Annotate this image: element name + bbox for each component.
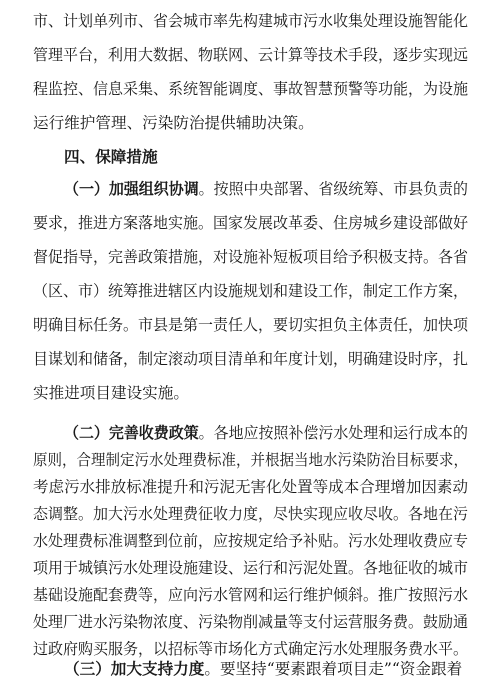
body-text-line xyxy=(0,346,499,372)
text-span: 水处理费标准调整到位前，应按规定给予补贴。污水处理收费应专 xyxy=(33,532,468,550)
body-text-line xyxy=(0,609,499,635)
text-span: 目谋划和储备，制定滚动项目清单和年度计划，明确建设时序，扎 xyxy=(33,350,468,368)
body-text-line xyxy=(0,8,499,34)
paragraph-label: （一）加强组织协调 xyxy=(64,180,199,198)
text-span: 。按照中央部署、省级统筹、市县负责的 xyxy=(198,180,468,198)
text-span: 要求，推进方案落地实施。国家发展改革委、住房城乡建设部做好 xyxy=(33,214,468,232)
body-text-line xyxy=(0,278,499,304)
text-span: 。各地应按照补偿污水处理和运行成本的 xyxy=(198,424,468,442)
paragraph-first-line xyxy=(0,176,499,202)
text-span: 处理厂进水污染物浓度、污染物削减量等支付运营服务费。鼓励通 xyxy=(33,613,468,631)
body-text-line xyxy=(0,312,499,338)
text-span: 明确目标任务。市县是第一责任人，要切实担负主体责任，加快项 xyxy=(33,316,468,334)
text-span: 基础设施配套费等，应向污水管网和运行维护倾斜。推广按照污水 xyxy=(33,586,468,604)
text-span xyxy=(64,656,462,682)
body-text-line xyxy=(0,42,499,68)
section-heading xyxy=(0,144,499,170)
body-text-line xyxy=(0,555,499,581)
body-text-line xyxy=(0,380,499,406)
body-text-line xyxy=(0,528,499,554)
text-span: 实推进项目建设实施。 xyxy=(33,384,189,402)
text-span xyxy=(64,176,468,202)
paragraph-first-line xyxy=(0,420,499,446)
paragraph-label: （二）完善收费政策 xyxy=(64,424,199,442)
body-text-line xyxy=(0,110,499,136)
text-span: 原则，合理制定污水处理费标准，并根据当地水污染防治目标要求， xyxy=(33,451,468,469)
text-span: 考虑污水排放标准提升和污泥无害化处置等成本合理增加因素动 xyxy=(33,478,468,496)
paragraph-first-line xyxy=(0,656,499,682)
text-span: 。要坚持“要素跟着项目走”“资金跟着 xyxy=(204,660,463,678)
text-span: 管理平台，利用大数据、物联网、云计算等技术手段，逐步实现远 xyxy=(33,46,468,64)
text-span: 督促指导，完善政策措施，对设施补短板项目给予积极支持。各省 xyxy=(33,248,468,266)
text-span: 态调整。加大污水处理费征收力度，尽快实现应收尽收。各地在污 xyxy=(33,505,468,523)
body-text-line xyxy=(0,244,499,270)
text-span: 运行维护管理、污染防治提供辅助决策。 xyxy=(33,114,314,132)
paragraph-label: （三）加大支持力度 xyxy=(64,660,205,678)
body-text-line xyxy=(0,76,499,102)
text-span xyxy=(64,420,468,446)
text-span: 市、计划单列市、省会城市率先构建城市污水收集处理设施智能化 xyxy=(33,12,468,30)
body-text-line xyxy=(0,501,499,527)
body-text-line xyxy=(0,474,499,500)
text-span: 过政府购买服务，以招标等市场化方式确定污水处理服务费水平。 xyxy=(33,640,468,658)
body-text-line xyxy=(0,447,499,473)
text-span: 程监控、信息采集、系统智能调度、事故智慧预警等功能，为设施 xyxy=(33,80,468,98)
text-span: 项用于城镇污水处理设施建设、运行和污泥处置。各地征收的城市 xyxy=(33,559,468,577)
text-span: （区、市）统筹推进辖区内设施规划和建设工作，制定工作方案， xyxy=(33,282,468,300)
section-heading-text: 四、保障措施 xyxy=(64,148,158,166)
body-text-line xyxy=(0,582,499,608)
body-text-line xyxy=(0,210,499,236)
